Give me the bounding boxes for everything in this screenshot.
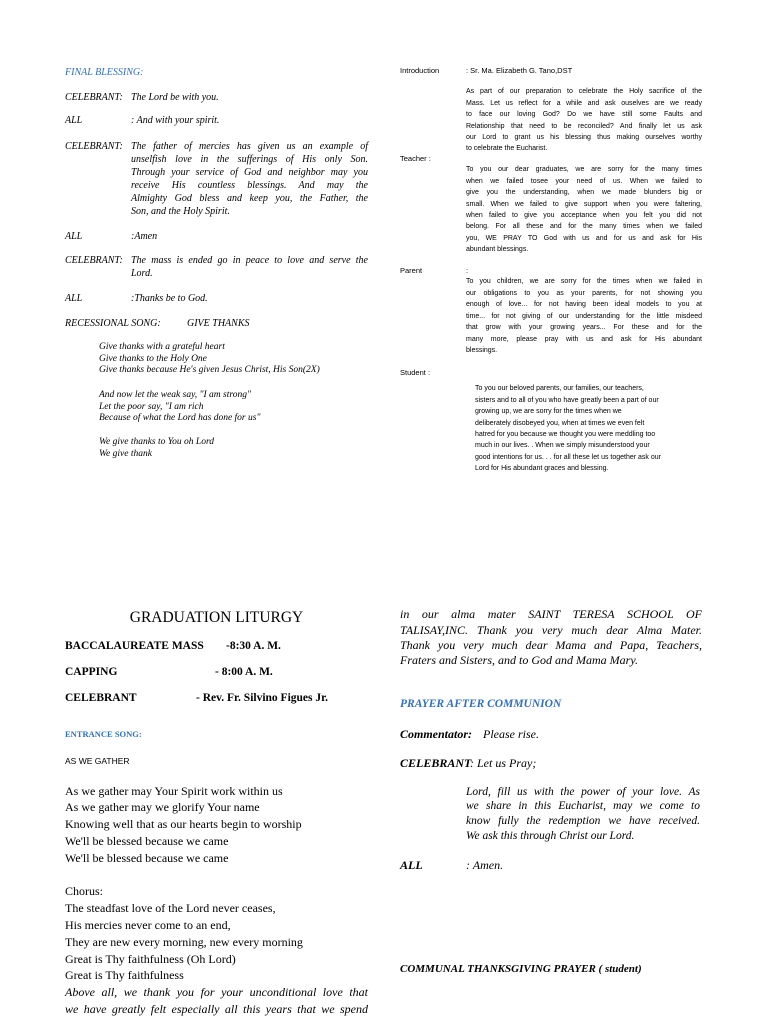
dialogue-text: :Amen: [131, 230, 158, 242]
introduction-speaker: : Sr. Ma. Elizabeth G. Tano,DST: [466, 66, 573, 76]
lyric-line: As we gather may Your Spirit work within us: [65, 783, 283, 798]
lyric-line: Great is Thy faithfulness: [65, 968, 184, 983]
prayer-after-communion-heading: PRAYER AFTER COMMUNION: [400, 698, 562, 710]
section-label-introduction: Introduction: [400, 66, 440, 76]
commentator-label: Commentator:: [400, 726, 473, 741]
baccalaureate-label: BACCALAUREATE MASS: [65, 640, 204, 652]
lyric-line: We give thank: [99, 448, 152, 459]
text-line: our Lord to grant us his blessing thus making ourselves worthy: [466, 134, 702, 142]
introduction-paragraph: [466, 86, 702, 154]
text-line: Mass. Let us reflect for a while and ask ouselves are we ready: [466, 99, 702, 107]
dialogue-speaker: ALL: [65, 114, 83, 126]
lyric-line: Great is Thy faithfulness (Oh Lord): [65, 951, 236, 966]
text-line: blessings.: [466, 347, 498, 355]
text-line: sisters and to all of you who have greatly been a part of our: [475, 396, 659, 404]
capping-time: - 8:00 A. M.: [215, 666, 273, 678]
text-line: To you children, we are sorry for the times when we failed in: [466, 278, 702, 286]
thanksgiving-line: Above all, we thank you for your unconditional love that: [65, 985, 368, 1000]
lyric-line: We give thanks to You oh Lord: [99, 437, 215, 448]
song-stanza: [99, 437, 214, 460]
commentator-text: Please rise.: [483, 726, 539, 741]
text-line: receive His countless blessings. And may the: [131, 179, 368, 191]
celebrant-name: - Rev. Fr. Silvino Figues Jr.: [196, 692, 329, 704]
text-line: Almighty God bless and keep you, the Father, the: [131, 192, 368, 204]
celebrant-text: : Let us Pray;: [470, 755, 537, 770]
text-line: you, WE PRAY TO God with us and for us and ask for His: [466, 234, 702, 242]
text-line: abundant blessings.: [466, 246, 529, 254]
section-label-teacher: Teacher :: [400, 154, 431, 164]
lyric-line: Give thanks to the Holy One: [99, 353, 207, 364]
entrance-song-lyrics: [65, 783, 368, 1018]
prayer-line: We ask this through Christ our Lord.: [466, 829, 635, 842]
teacher-paragraph: [466, 164, 702, 255]
stanza-gap: [65, 867, 368, 884]
text-line: As part of our preparation to celebrate the Holy sacrifice of the: [466, 88, 702, 96]
celebrant-label: CELEBRANT: [65, 692, 137, 704]
baccalaureate-time: -8:30 A. M.: [226, 640, 281, 652]
text-line: The mass is ended go in peace to love and serve the: [131, 254, 368, 266]
communal-thanksgiving-heading: COMMUNAL THANKSGIVING PRAYER ( student): [400, 963, 642, 975]
text-line: to face our loving God? Do we have still some Faults and: [466, 111, 702, 119]
text-line: belong. For all these and for the many times when we failed: [466, 223, 702, 231]
text-line: Lord for His abundant graces and blessing.: [475, 465, 609, 473]
text-line: Lord.: [131, 267, 153, 279]
celebrant-label: CELEBRANT: [400, 755, 472, 770]
student-paragraph: [475, 383, 698, 474]
parent-paragraph: [466, 276, 702, 357]
text-line: good intentions for us. . . for all these let us together ask our: [475, 453, 661, 461]
text-line: small. When we failed to give support when you were faltering,: [466, 200, 702, 208]
text-line: give you the understanding, when we made blunders big or: [466, 189, 702, 197]
text-line: much in our lives. . When we simply misunderstood your: [475, 442, 650, 450]
lyric-line: We'll be blessed because we came: [65, 850, 229, 865]
lyric-line: Give thanks with a grateful heart: [99, 342, 225, 353]
dialogue-speaker: CELEBRANT:: [65, 140, 123, 152]
section-label-parent: Parent: [400, 266, 423, 276]
text-line: when we failed tosee your need of us. When we failed to: [466, 177, 702, 185]
lyric-line: His mercies never come to an end,: [65, 917, 231, 932]
thanksgiving-line: in our alma mater SAINT TERESA SCHOOL OF: [400, 607, 702, 622]
page-title: GRADUATION LITURGY: [129, 609, 304, 626]
thanksgiving-continuation: [400, 607, 702, 668]
recessional-song-title: GIVE THANKS: [187, 317, 250, 329]
dialogue-speaker: CELEBRANT:: [65, 254, 123, 266]
text-line: when failed to give you acceptance when you felt you did not: [466, 211, 702, 219]
text-line: that grow with your growing years... For these and for the: [466, 324, 702, 332]
text-line: our obligations to you as your parents, for not showing you: [466, 289, 702, 297]
thanksgiving-line: Thank you very much dear Mama and Papa, Teachers,: [400, 637, 702, 652]
capping-label: CAPPING: [65, 666, 118, 678]
song-stanza: [99, 390, 260, 425]
all-response: : Amen.: [466, 857, 504, 872]
text-line: time... for not giving of our understanding for the little misdeed: [466, 312, 702, 320]
recessional-song-label: RECESSIONAL SONG:: [65, 317, 161, 329]
dialogue-text: :Thanks be to God.: [131, 292, 208, 304]
prayer-paragraph: [466, 785, 700, 844]
dialogue-speaker: CELEBRANT:: [65, 91, 123, 103]
section-label-student: Student :: [400, 368, 431, 378]
dialogue-speaker: ALL: [65, 292, 83, 304]
final-blessing-heading: FINAL BLESSING:: [65, 66, 144, 78]
text-line: Son, and the Holy Spirit.: [131, 205, 230, 217]
text-line: to celebrate the Eucharist.: [466, 145, 548, 153]
lyric-line: Give thanks because He's given Jesus Christ, His Son(2X): [99, 365, 320, 376]
parent-colon: :: [466, 266, 469, 276]
thanksgiving-line: TALISAY,INC. Thank you very much dear Alma Mater.: [400, 622, 702, 637]
text-line: deliberately disobeyed you, when at times we even felt: [475, 419, 645, 427]
dialogue-text: : And with your spirit.: [131, 114, 220, 126]
lyric-line: The steadfast love of the Lord never ceases,: [65, 901, 276, 916]
thanksgiving-line: Fraters and Sisters, and to God and Mama Mary.: [400, 653, 638, 668]
lyric-line: They are new every morning, new every morning: [65, 934, 303, 949]
text-line: Relationship that need to be reconciled? And finally let us ask: [466, 122, 702, 130]
lyric-line: As we gather may we glorify Your name: [65, 800, 260, 815]
text-line: Through your service of God and neighbor may you: [131, 166, 368, 178]
entrance-song-title: AS WE GATHER: [65, 756, 130, 766]
lyric-line: We'll be blessed because we came: [65, 833, 229, 848]
dialogue-speaker: ALL: [65, 230, 83, 242]
chorus-label: Chorus:: [65, 884, 104, 899]
lyric-line: Knowing well that as our hearts begin to worship: [65, 817, 302, 832]
text-line: To you our beloved parents, our families, our teachers,: [475, 385, 644, 393]
song-stanza: [99, 342, 320, 377]
lyric-line: Because of what the Lord has done for us": [99, 413, 261, 424]
dismissal-paragraph: [131, 254, 368, 280]
prayer-line: Lord, fill us with the power of your love. As: [466, 785, 700, 798]
blessing-paragraph: [131, 140, 368, 218]
text-line: growing up, we are sorry for the times when we: [475, 408, 622, 416]
text-line: The father of mercies has given us an example of: [131, 140, 368, 152]
prayer-line: know fully the redemption we have received.: [466, 815, 700, 827]
text-line: hatred for you because we thought you were meddling too: [475, 430, 656, 438]
dialogue-text: The Lord be with you.: [131, 91, 219, 103]
text-line: enough of love... for not having been ideal models to you at: [466, 301, 702, 309]
thanksgiving-line: we have greatly felt especially all this years that we spend: [65, 1001, 368, 1016]
prayer-line: we share in this Eucharist, may we come to: [466, 800, 700, 813]
text-line: many more, please pray with us and ask for His abundant: [466, 335, 702, 343]
entrance-song-label: ENTRANCE SONG:: [65, 729, 142, 739]
text-line: unselfish love in the sufferings of His only Son.: [131, 153, 368, 165]
lyric-line: Let the poor say, "I am rich: [99, 401, 204, 412]
lyric-line: And now let the weak say, "I am strong": [99, 390, 251, 401]
text-line: To you our dear graduates, we are sorry for the many times: [466, 166, 702, 174]
all-label: ALL: [400, 857, 423, 872]
